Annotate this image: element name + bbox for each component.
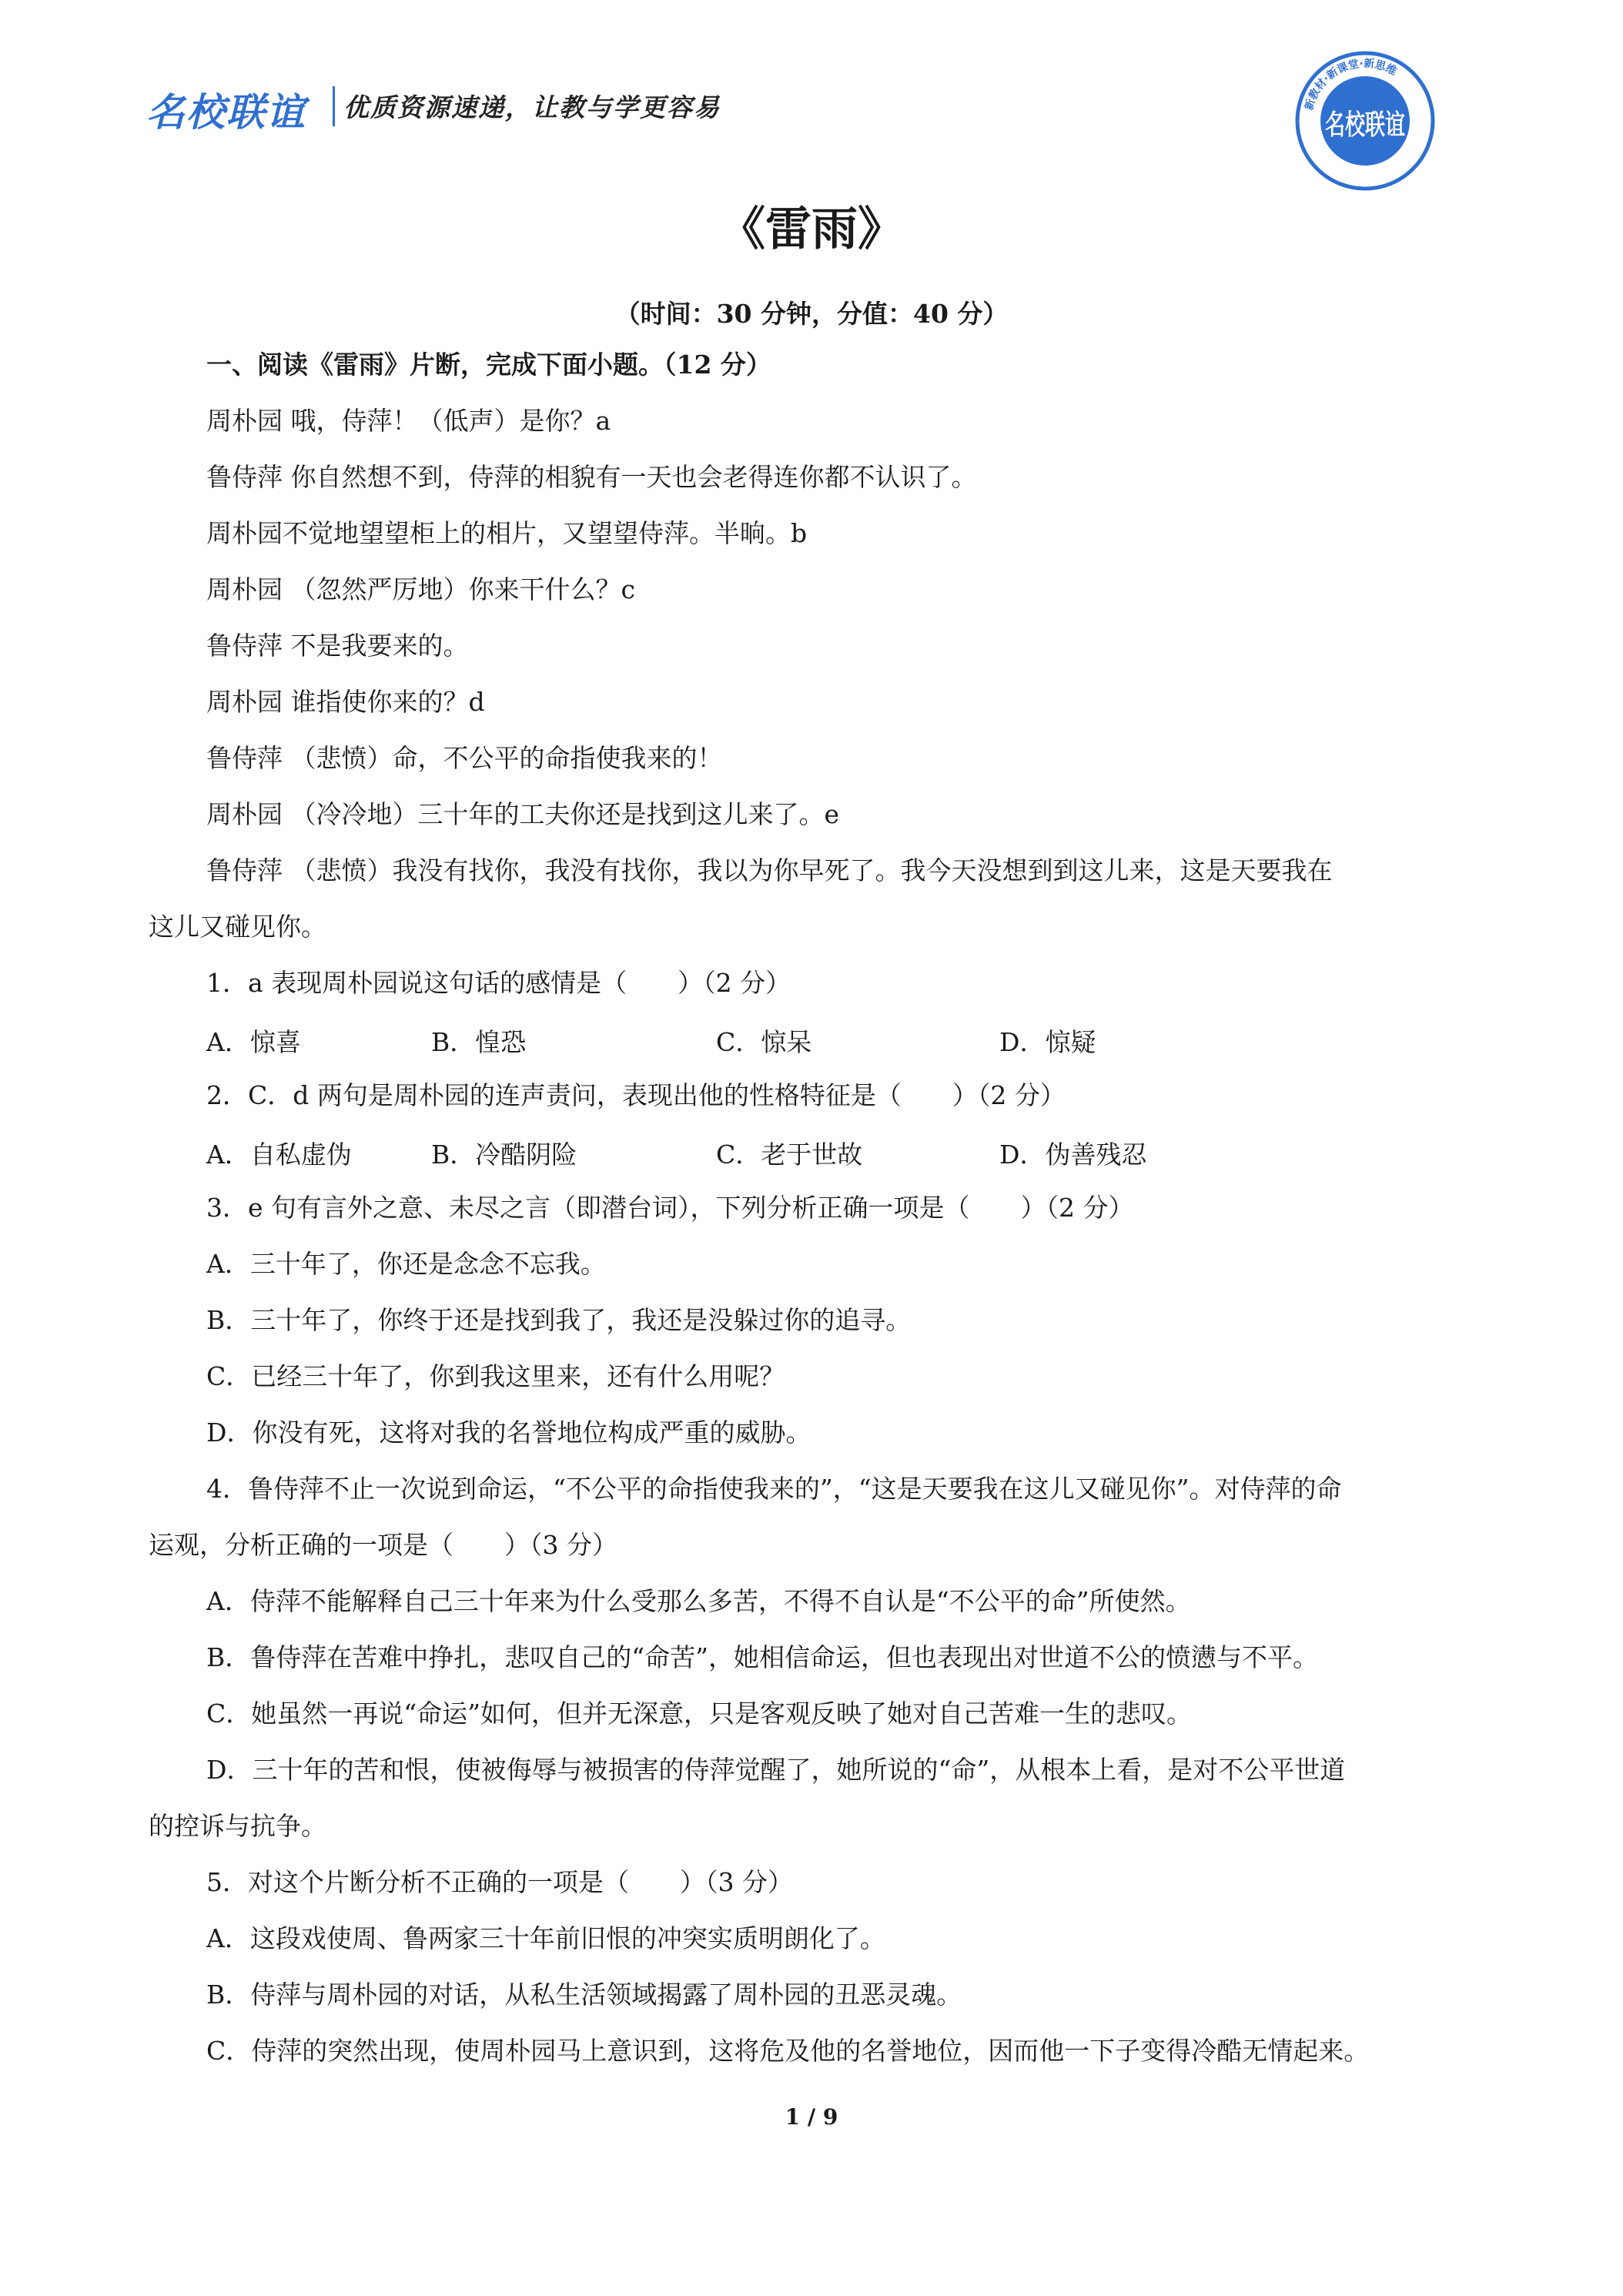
question-stem: 5．对这个片断分析不正确的一项是（ ）（3 分） [206, 1867, 793, 1897]
question-stem-cont: 运观，分析正确的一项是（ ）（3 分） [149, 1530, 617, 1560]
brand-seal [1293, 49, 1437, 192]
seal-text: 名校联谊 [1325, 109, 1405, 141]
brand-logo: 名校联谊 [146, 90, 306, 135]
option-c: C．侍萍的突然出现，使周朴园马上意识到，这将危及他的名誉地位，因而他一下子变得冷酷无情起来。 [206, 2036, 1370, 2066]
dialogue-line: 周朴园 哦，侍萍！（低声）是你？a [206, 406, 611, 436]
option-a: A．这段戏使周、鲁两家三十年前旧恨的冲突实质明朗化了。 [206, 1923, 885, 1953]
option-c: C．老于世故 [716, 1140, 863, 1170]
option-a: A．侍萍不能解释自己三十年来为什么受那么多苦，不得不自认是“不公平的命”所使然。 [206, 1586, 1191, 1616]
option-b: B．鲁侍萍在苦难中挣扎，悲叹自己的“命苦”，她相信命运，但也表现出对世道不公的愤懑与不平。 [206, 1642, 1318, 1672]
option-b: B．三十年了，你终于还是找到我了，我还是没躲过你的追寻。 [206, 1305, 912, 1335]
question-stem: 1．a 表现周朴园说这句话的感情是（ ）（2 分） [206, 968, 791, 998]
dialogue-line: 周朴园 谁指使你来的？d [206, 687, 485, 717]
header-divider [333, 86, 335, 126]
dialogue-line: 周朴园不觉地望望柜上的相片，又望望侍萍。半晌。b [206, 518, 808, 548]
option-a: A．自私虚伪 [206, 1140, 352, 1170]
option-c: C．已经三十年了，你到我这里来，还有什么用呢？ [206, 1361, 785, 1391]
dialogue-line: 鲁侍萍 你自然想不到，侍萍的相貌有一天也会老得连你都不认识了。 [206, 462, 977, 492]
option-a: A．三十年了，你还是念念不忘我。 [206, 1249, 606, 1279]
question-stem: 3．e 句有言外之意、未尽之言（即潜台词），下列分析正确一项是（ ）（2 分） [206, 1193, 1134, 1223]
exam-meta: （时间：30 分钟，分值：40 分） [614, 299, 1009, 329]
dialogue-line: 鲁侍萍 （悲愤）我没有找你，我没有找你，我以为你早死了。我今天没想到到这儿来，这是天要我在 [206, 855, 1333, 885]
option-d-cont: 的控诉与抗争。 [149, 1811, 326, 1841]
option-d: D．伪善残忍 [999, 1140, 1147, 1170]
option-a: A．惊喜 [206, 1027, 301, 1057]
dialogue-line: 这儿又碰见你。 [149, 912, 326, 942]
option-c: C．惊呆 [716, 1027, 812, 1057]
section-heading: 一、阅读《雷雨》片断，完成下面小题。（12 分） [206, 350, 771, 380]
option-d: D．三十年的苦和恨，使被侮辱与被损害的侍萍觉醒了，她所说的“命”，从根本上看，是对不公平世道 [206, 1755, 1346, 1785]
option-b: B．冷酷阴险 [431, 1140, 577, 1170]
question-stem: 2．C．d 两句是周朴园的连声责问，表现出他的性格特征是（ ）（2 分） [206, 1080, 1066, 1110]
document-title: 《雷雨》 [719, 202, 904, 256]
seal-ring-text: 新教材·新课堂·新思维 [1303, 57, 1399, 112]
option-b: B．惶恐 [431, 1027, 527, 1057]
dialogue-line: 周朴园 （冷冷地）三十年的工夫你还是找到这儿来了。e [206, 799, 840, 829]
page-number: 1 / 9 [785, 2104, 838, 2130]
dialogue-line: 鲁侍萍 不是我要来的。 [206, 631, 469, 661]
dialogue-line: 周朴园 （忽然严厉地）你来干什么？c [206, 574, 635, 604]
option-c: C．她虽然一再说“命运”如何，但并无深意，只是客观反映了她对自己苦难一生的悲叹。 [206, 1699, 1192, 1729]
option-d: D．你没有死，这将对我的名誉地位构成严重的威胁。 [206, 1417, 812, 1448]
brand-slogan: 优质资源速递，让教与学更容易 [343, 92, 721, 122]
dialogue-line: 鲁侍萍 （悲愤）命，不公平的命指使我来的！ [206, 743, 723, 773]
option-d: D．惊疑 [999, 1027, 1096, 1057]
question-stem: 4．鲁侍萍不止一次说到命运，“不公平的命指使我来的”，“这是天要我在这儿又碰见你”。对侍萍的命 [206, 1474, 1342, 1504]
option-b: B．侍萍与周朴园的对话，从私生活领域揭露了周朴园的丑恶灵魂。 [206, 1980, 962, 2010]
